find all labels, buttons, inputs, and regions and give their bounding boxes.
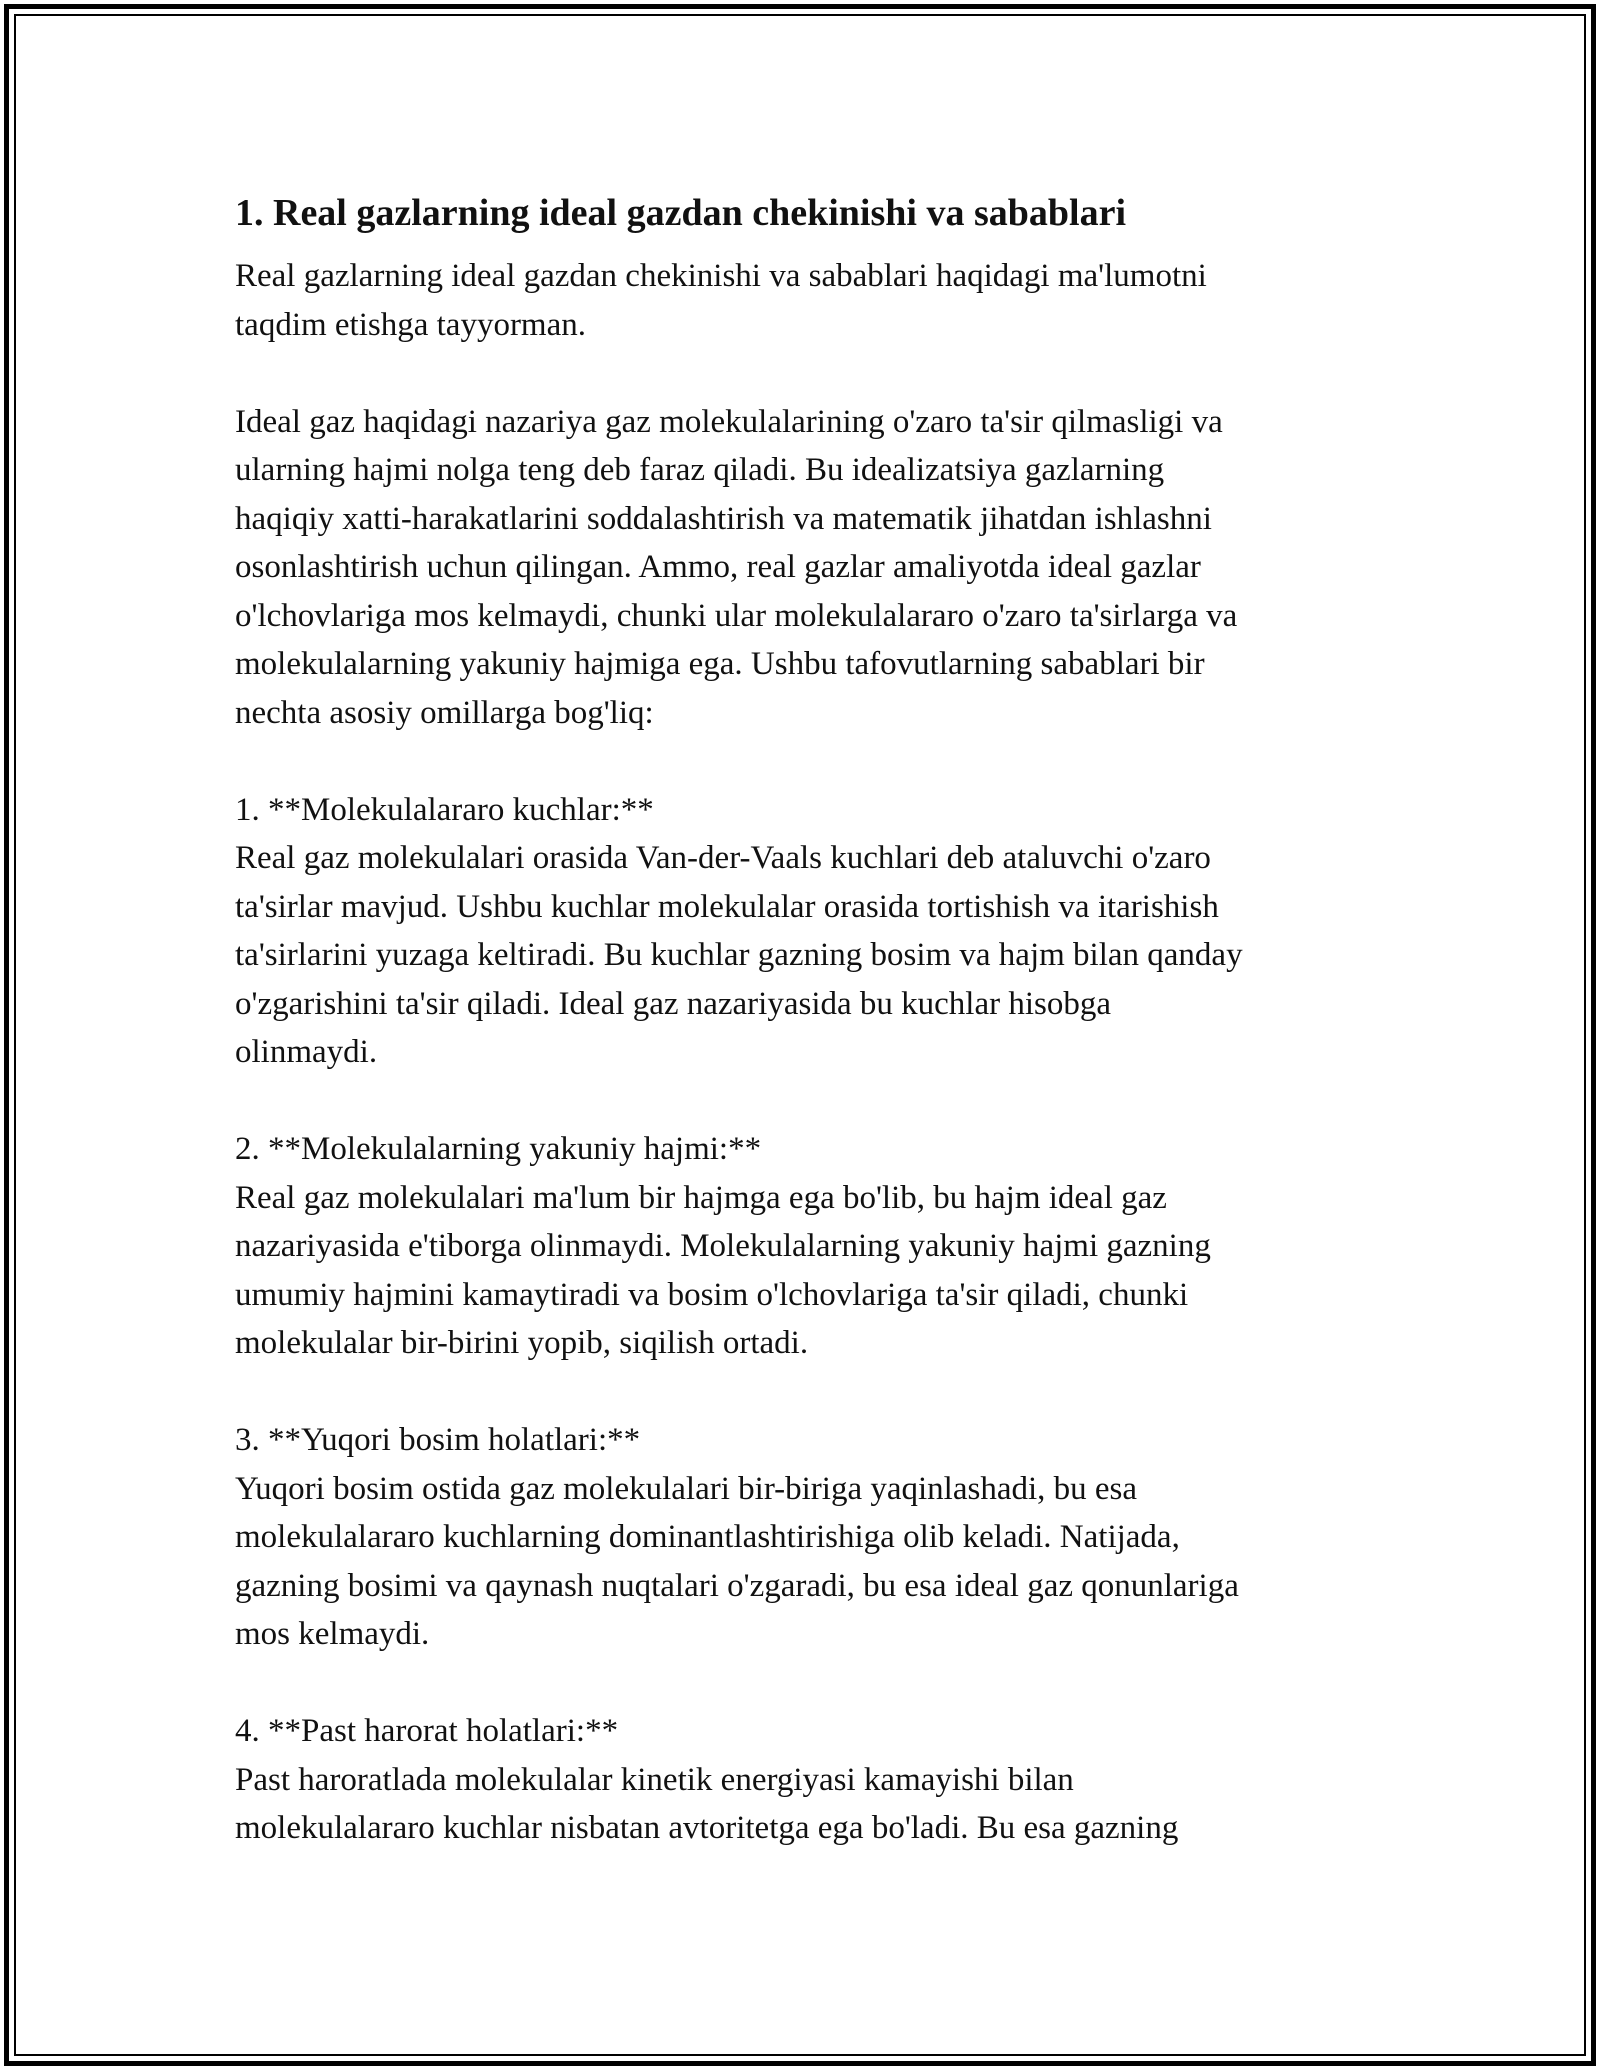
section-2 — [235, 1125, 1415, 1368]
paragraph-gap — [235, 1368, 1415, 1417]
section-heading: 2. **Molekulalarning yakuniy hajmi:** — [235, 1131, 762, 1167]
section-3 — [235, 1416, 1415, 1659]
overview-paragraph: Ideal gaz haqidagi nazariya gaz molekulalarining o'zaro ta'sir qilmasligi va ularning hajmi nolga teng deb faraz qiladi. Bu idealizatsiya gazlarning haqiqiy xatti-harakatlarini soddalashtirish va matematik jihatdan ishlashni osonlashtirish uchun qilingan. Ammo, real gazlar amaliyotda ideal gazlar o'lchovlariga mos kelmaydi, chunki ular molekulalararo o'zaro ta'sirlarga va molekulalarning yakuniy hajmiga ega. Ushbu tafovutlarning sabablari bir nechta asosiy omillarga bog'liq: — [235, 403, 1238, 731]
intro-paragraph: Real gazlarning ideal gazdan chekinishi va sabablari haqidagi ma'lumotni taqdim etishga tayyorman. — [235, 258, 1207, 343]
document-title: 1. Real gazlarning ideal gazdan chekinishi va sabablari — [235, 192, 1126, 234]
paragraph-gap — [235, 737, 1415, 786]
section-heading: 1. **Molekulalararo kuchlar:** — [235, 791, 654, 828]
section-body: Past haroratlada molekulalar kinetik energiyasi kamayishi bilan molekulalararo kuchlar nisbatan avtoritetga ega bo'ladi. Bu esa gazning — [235, 1761, 1179, 1846]
paragraph-gap — [235, 1659, 1415, 1708]
section-heading: 4. **Past harorat holatlari:** — [235, 1713, 619, 1749]
section-body: Real gaz molekulalari ma'lum bir hajmga ega bo'lib, bu hajm ideal gaz nazariyasida e'tiborga olinmaydi. Molekulalarning yakuniy hajmi gazning umumiy hajmini kamaytiradi va bosim o'lchovlariga ta'sir qiladi, chunki molekulalar bir-birini yopib, siqilish ortadi. — [235, 1179, 1211, 1361]
section-4 — [235, 1707, 1415, 1853]
section-body: Yuqori bosim ostida gaz molekulalari bir-biriga yaqinlashadi, bu esa molekulalararo kuchlarning dominantlashtirishiga olib keladi. Natijada, gazning bosimi va qaynash nuqtalari o'zgaradi, bu esa ideal gaz qonunlariga mos kelmaydi. — [235, 1470, 1239, 1652]
section-body: Real gaz molekulalari orasida Van-der-Vaals kuchlari deb ataluvchi o'zaro ta'sirlar mavjud. Ushbu kuchlar molekulalar orasida tortishish va itarishish ta'sirlarini yuzaga keltiradi. Bu kuchlar gazning bosim va hajm bilan qanday o'zgarishini ta'sir qiladi. Ideal gaz nazariyasida bu kuchlar hisobga olinmaydi. — [235, 840, 1243, 1070]
paragraph-gap — [235, 1077, 1415, 1126]
section-1 — [235, 786, 1415, 1077]
section-heading: 3. **Yuqori bosim holatlari:** — [235, 1422, 641, 1458]
document-content — [235, 182, 1415, 1853]
paragraph-gap — [235, 349, 1415, 398]
